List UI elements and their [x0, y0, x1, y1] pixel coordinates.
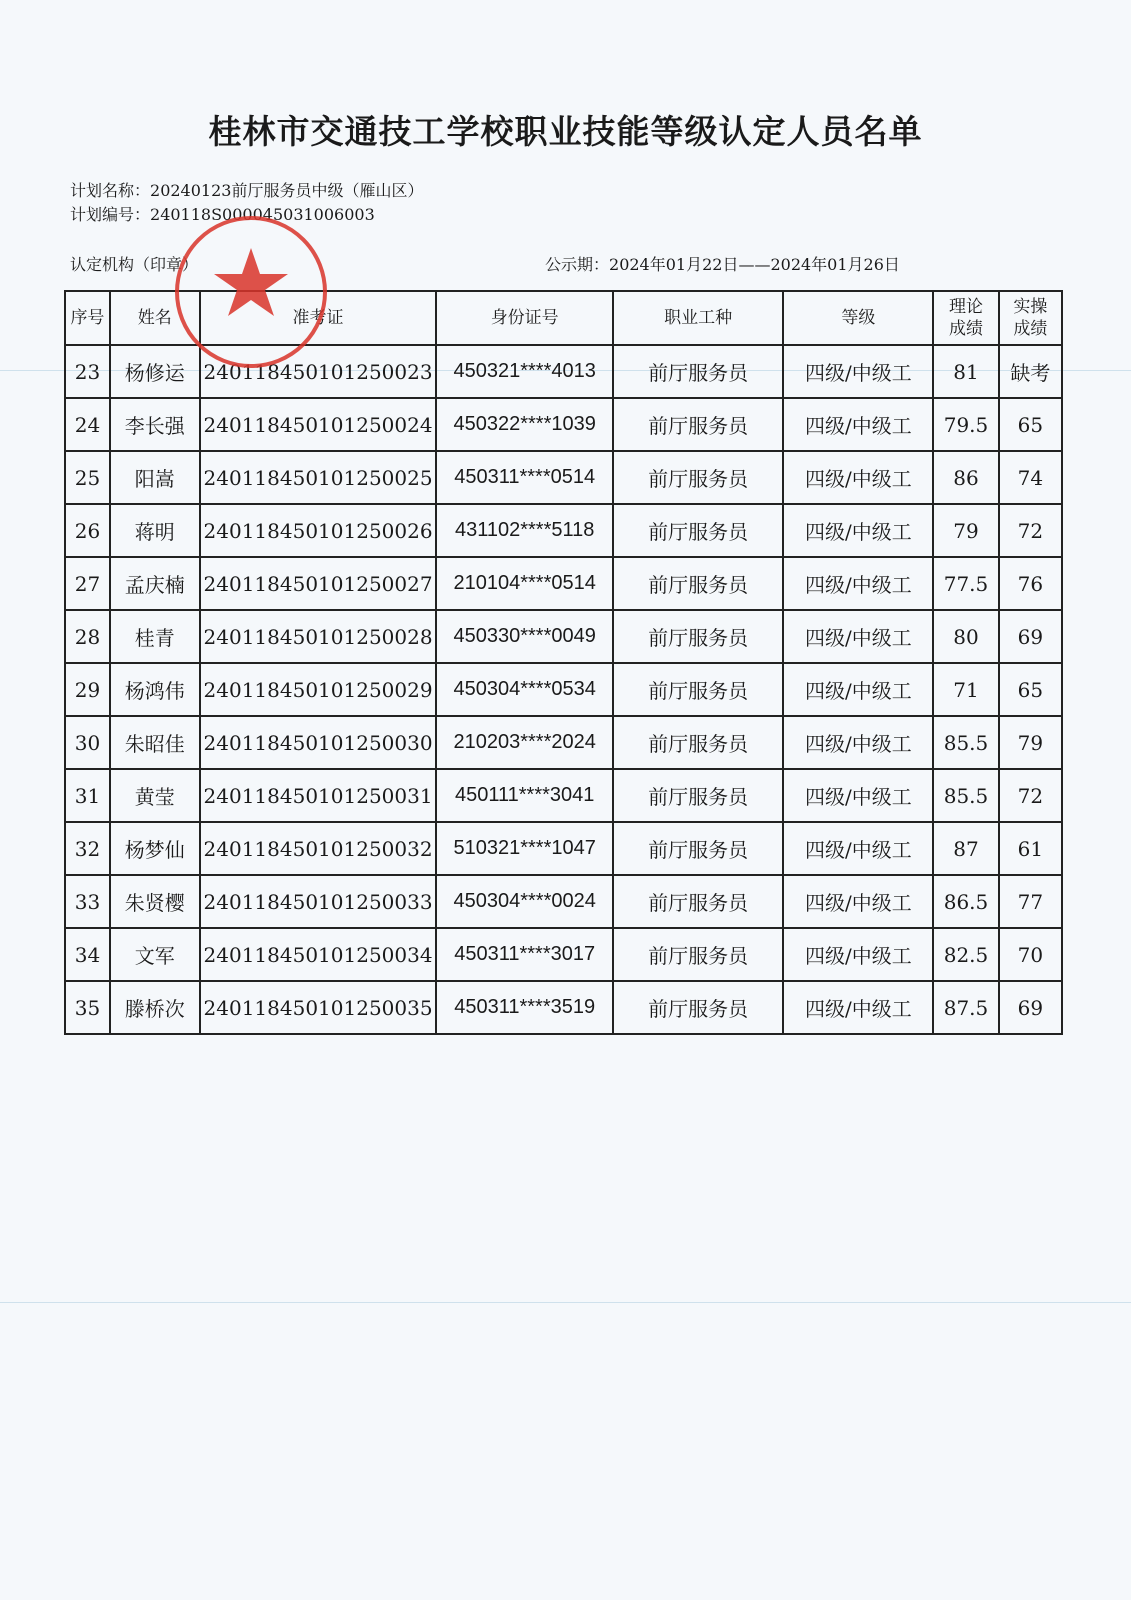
scan-fold-line — [0, 1302, 1131, 1303]
cell-name: 李长强 — [110, 398, 200, 451]
cell-name: 蒋明 — [110, 504, 200, 557]
cell-theory: 81 — [933, 345, 998, 398]
cell-seq: 35 — [65, 981, 110, 1034]
table-row — [65, 504, 1062, 557]
cell-job: 前厅服务员 — [613, 504, 783, 557]
header-job: 职业工种 — [613, 291, 783, 345]
cell-exam-no: 240118450101250028 — [200, 610, 437, 663]
header-theory — [933, 291, 998, 345]
cell-exam-no: 240118450101250032 — [200, 822, 437, 875]
table-row — [65, 928, 1062, 981]
cell-practice: 65 — [999, 398, 1062, 451]
cell-seq: 30 — [65, 716, 110, 769]
cell-id-no: 450304****0534 — [436, 663, 613, 716]
cell-name: 文军 — [110, 928, 200, 981]
cell-practice: 69 — [999, 981, 1062, 1034]
plan-name-value: 20240123前厅服务员中级（雁山区） — [150, 181, 424, 200]
cell-practice: 69 — [999, 610, 1062, 663]
table-row — [65, 875, 1062, 928]
cell-theory: 85.5 — [933, 716, 998, 769]
cell-practice: 72 — [999, 504, 1062, 557]
cell-exam-no: 240118450101250035 — [200, 981, 437, 1034]
cell-practice: 61 — [999, 822, 1062, 875]
header-seq: 序号 — [65, 291, 110, 345]
cell-name: 阳嵩 — [110, 451, 200, 504]
cell-id-no: 210203****2024 — [436, 716, 613, 769]
cell-level: 四级/中级工 — [783, 610, 933, 663]
plan-no-line — [70, 202, 375, 225]
announce-period-line — [545, 252, 900, 275]
cell-seq: 32 — [65, 822, 110, 875]
cell-name: 杨鸿伟 — [110, 663, 200, 716]
table-row — [65, 769, 1062, 822]
cell-level: 四级/中级工 — [783, 557, 933, 610]
cell-job: 前厅服务员 — [613, 875, 783, 928]
cell-exam-no: 240118450101250023 — [200, 345, 437, 398]
cell-theory: 80 — [933, 610, 998, 663]
cell-exam-no: 240118450101250029 — [200, 663, 437, 716]
table-row — [65, 610, 1062, 663]
cell-job: 前厅服务员 — [613, 716, 783, 769]
cell-id-no: 450111****3041 — [436, 769, 613, 822]
cell-name: 杨修运 — [110, 345, 200, 398]
table-row — [65, 663, 1062, 716]
header-practice-line2: 成绩 — [1013, 319, 1048, 339]
table-header-row — [65, 291, 1062, 345]
cell-level: 四级/中级工 — [783, 398, 933, 451]
cell-practice: 77 — [999, 875, 1062, 928]
cell-job: 前厅服务员 — [613, 928, 783, 981]
table-row — [65, 557, 1062, 610]
cell-level: 四级/中级工 — [783, 451, 933, 504]
cell-level: 四级/中级工 — [783, 875, 933, 928]
cell-job: 前厅服务员 — [613, 822, 783, 875]
cell-level: 四级/中级工 — [783, 716, 933, 769]
header-practice-line1: 实操 — [1013, 297, 1048, 317]
plan-name-line — [70, 178, 423, 201]
cell-job: 前厅服务员 — [613, 610, 783, 663]
cell-exam-no: 240118450101250026 — [200, 504, 437, 557]
cell-exam-no: 240118450101250031 — [200, 769, 437, 822]
cell-theory: 87 — [933, 822, 998, 875]
cell-seq: 25 — [65, 451, 110, 504]
cell-id-no: 510321****1047 — [436, 822, 613, 875]
table-row — [65, 981, 1062, 1034]
cell-practice: 76 — [999, 557, 1062, 610]
cell-practice: 74 — [999, 451, 1062, 504]
cell-practice: 65 — [999, 663, 1062, 716]
cell-seq: 33 — [65, 875, 110, 928]
cell-practice: 79 — [999, 716, 1062, 769]
cell-name: 桂青 — [110, 610, 200, 663]
header-theory-line2: 成绩 — [949, 319, 983, 339]
table-row — [65, 451, 1062, 504]
cell-seq: 28 — [65, 610, 110, 663]
cell-theory: 85.5 — [933, 769, 998, 822]
cell-job: 前厅服务员 — [613, 769, 783, 822]
cell-id-no: 450304****0024 — [436, 875, 613, 928]
cell-theory: 86 — [933, 451, 998, 504]
cell-job: 前厅服务员 — [613, 398, 783, 451]
cell-name: 孟庆楠 — [110, 557, 200, 610]
cell-practice: 70 — [999, 928, 1062, 981]
cell-seq: 24 — [65, 398, 110, 451]
cell-theory: 77.5 — [933, 557, 998, 610]
plan-no-label: 计划编号： — [70, 205, 151, 224]
announce-period: 2024年01月22日——2024年01月26日 — [609, 255, 900, 274]
cell-seq: 23 — [65, 345, 110, 398]
cell-exam-no: 240118450101250027 — [200, 557, 437, 610]
cell-id-no: 450311****3519 — [436, 981, 613, 1034]
header-theory-line1: 理论 — [949, 297, 983, 317]
roster-table — [64, 290, 1063, 1035]
cell-theory: 86.5 — [933, 875, 998, 928]
cell-id-no: 450311****3017 — [436, 928, 613, 981]
cell-id-no: 450311****0514 — [436, 451, 613, 504]
cell-id-no: 450322****1039 — [436, 398, 613, 451]
cell-job: 前厅服务员 — [613, 557, 783, 610]
cell-exam-no: 240118450101250025 — [200, 451, 437, 504]
cell-seq: 34 — [65, 928, 110, 981]
cell-level: 四级/中级工 — [783, 981, 933, 1034]
cell-name: 杨梦仙 — [110, 822, 200, 875]
cell-theory: 82.5 — [933, 928, 998, 981]
table-row — [65, 398, 1062, 451]
cell-name: 滕桥次 — [110, 981, 200, 1034]
cell-seq: 29 — [65, 663, 110, 716]
cell-name: 朱贤樱 — [110, 875, 200, 928]
header-exam-no: 准考证 — [200, 291, 437, 345]
header-id-no: 身份证号 — [436, 291, 613, 345]
cell-theory: 87.5 — [933, 981, 998, 1034]
cell-level: 四级/中级工 — [783, 928, 933, 981]
cell-name: 朱昭佳 — [110, 716, 200, 769]
cell-level: 四级/中级工 — [783, 345, 933, 398]
cell-job: 前厅服务员 — [613, 451, 783, 504]
cell-seq: 26 — [65, 504, 110, 557]
cell-id-no: 210104****0514 — [436, 557, 613, 610]
cell-id-no: 450330****0049 — [436, 610, 613, 663]
cell-exam-no: 240118450101250030 — [200, 716, 437, 769]
cell-practice: 72 — [999, 769, 1062, 822]
header-practice — [999, 291, 1062, 345]
cell-seq: 27 — [65, 557, 110, 610]
table-row — [65, 345, 1062, 398]
plan-no-value: 240118S000045031006003 — [150, 205, 375, 224]
header-level: 等级 — [783, 291, 933, 345]
cell-exam-no: 240118450101250033 — [200, 875, 437, 928]
announce-label: 公示期： — [545, 255, 610, 274]
plan-name-label: 计划名称： — [70, 181, 151, 200]
table-row — [65, 822, 1062, 875]
table-row — [65, 716, 1062, 769]
cell-level: 四级/中级工 — [783, 504, 933, 557]
cell-level: 四级/中级工 — [783, 822, 933, 875]
org-seal-label: 认定机构（印章） — [70, 255, 199, 274]
cell-name: 黄莹 — [110, 769, 200, 822]
cell-exam-no: 240118450101250024 — [200, 398, 437, 451]
cell-theory: 79 — [933, 504, 998, 557]
cell-job: 前厅服务员 — [613, 345, 783, 398]
cell-id-no: 450321****4013 — [436, 345, 613, 398]
cell-exam-no: 240118450101250034 — [200, 928, 437, 981]
cell-theory: 71 — [933, 663, 998, 716]
cell-seq: 31 — [65, 769, 110, 822]
cell-level: 四级/中级工 — [783, 663, 933, 716]
cell-job: 前厅服务员 — [613, 663, 783, 716]
cell-level: 四级/中级工 — [783, 769, 933, 822]
document-title: 桂林市交通技工学校职业技能等级认定人员名单 — [208, 112, 923, 151]
cell-practice: 缺考 — [999, 345, 1062, 398]
cell-id-no: 431102****5118 — [436, 504, 613, 557]
header-name: 姓名 — [110, 291, 200, 345]
cell-job: 前厅服务员 — [613, 981, 783, 1034]
cell-theory: 79.5 — [933, 398, 998, 451]
